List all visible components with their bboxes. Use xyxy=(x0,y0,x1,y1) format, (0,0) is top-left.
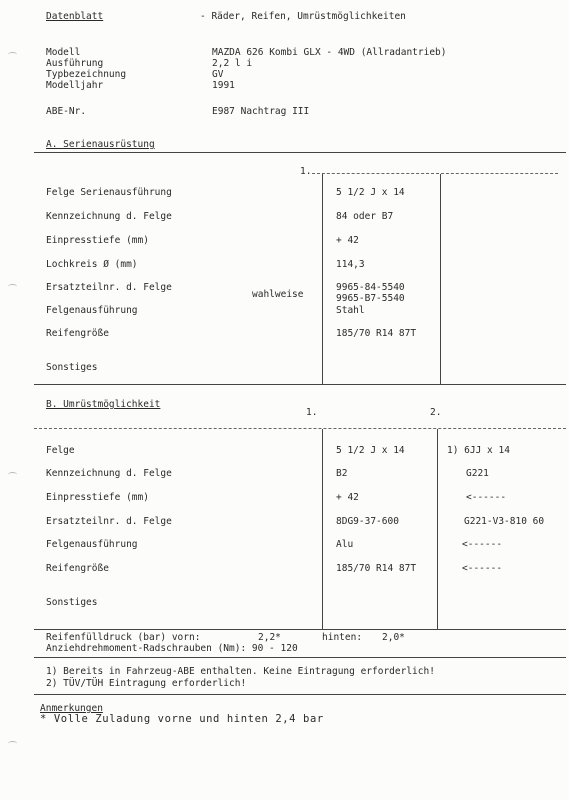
punch-mark xyxy=(8,741,17,746)
divider xyxy=(34,152,566,153)
divider xyxy=(34,694,566,695)
row-label: Reifengröße xyxy=(46,563,109,574)
row-value: Stahl xyxy=(336,305,365,316)
row-value: 9965-B7-5540 xyxy=(336,293,405,304)
tire-pressure-rear-label: hinten: xyxy=(322,632,363,643)
divider xyxy=(34,657,566,658)
section-b-title: B. Umrüstmöglichkeit xyxy=(46,399,161,410)
row-value: 185/70 R14 87T xyxy=(336,328,417,339)
meta-value: GV xyxy=(212,69,224,80)
divider xyxy=(34,629,566,630)
meta-label: Modelljahr xyxy=(46,80,104,91)
row-label: Einpresstiefe (mm) xyxy=(46,235,149,246)
column-header-line xyxy=(312,173,558,174)
section-b-col-1: 1. xyxy=(306,407,318,418)
tire-pressure-label: Reifenfülldruck (bar) vorn: xyxy=(46,632,201,643)
section-b-col-2: 2. xyxy=(430,407,442,418)
sonstiges-label: Sonstiges xyxy=(46,362,98,373)
row-value-1: Alu xyxy=(336,539,354,550)
column-divider xyxy=(322,429,323,629)
column-divider xyxy=(322,174,323,384)
abe-label: ABE-Nr. xyxy=(46,106,87,117)
same-as-arrow-icon: <------ xyxy=(466,492,507,503)
row-label: Kennzeichnung d. Felge xyxy=(46,468,172,479)
row-value-1: 5 1/2 J x 14 xyxy=(336,445,405,456)
sonstiges-label: Sonstiges xyxy=(46,597,98,608)
row-value: 9965-84-5540 xyxy=(336,282,405,293)
row-value-2: 1) 6JJ x 14 xyxy=(447,445,510,456)
wahlweise-note: wahlweise xyxy=(252,289,304,300)
punch-mark xyxy=(8,284,17,289)
meta-label: Modell xyxy=(46,47,81,58)
abe-value: E987 Nachtrag III xyxy=(212,106,310,117)
column-divider xyxy=(437,429,438,629)
meta-value: 2,2 l i xyxy=(212,58,253,69)
row-value: 84 oder B7 xyxy=(336,211,394,222)
tire-pressure-front: 2,2* xyxy=(258,632,281,643)
meta-label: Ausführung xyxy=(46,58,104,69)
row-label: Felge xyxy=(46,445,75,456)
row-value-1: 185/70 R14 87T xyxy=(336,563,417,574)
remarks-text: * Volle Zuladung vorne und hinten 2,4 bar xyxy=(40,713,324,725)
row-label: Felgenausführung xyxy=(46,539,138,550)
row-value: 114,3 xyxy=(336,259,365,270)
tire-pressure-rear: 2,0* xyxy=(382,632,405,643)
column-divider xyxy=(440,174,441,384)
torque-text: Anziehdrehmoment-Radschrauben (Nm): 90 - 120 xyxy=(46,643,298,654)
row-value: 5 1/2 J x 14 xyxy=(336,187,405,198)
meta-value: 1991 xyxy=(212,80,235,91)
row-label: Felgenausführung xyxy=(46,305,138,316)
row-value-2: G221-V3-810 60 xyxy=(464,516,545,527)
footnote: 2) TÜV/TÜH Eintragung erforderlich! xyxy=(46,678,247,689)
same-as-arrow-icon: <------ xyxy=(462,563,503,574)
section-a-col-1: 1. xyxy=(300,166,312,177)
punch-mark xyxy=(8,52,17,57)
header-title: Datenblatt xyxy=(46,11,104,22)
row-value-1: 8DG9-37-600 xyxy=(336,516,399,527)
meta-label: Typbezeichnung xyxy=(46,69,127,80)
row-value: + 42 xyxy=(336,235,359,246)
remarks-title: Anmerkungen xyxy=(40,703,103,714)
row-value-1: + 42 xyxy=(336,492,359,503)
row-label: Lochkreis Ø (mm) xyxy=(46,259,138,270)
meta-value: MAZDA 626 Kombi GLX - 4WD (Allradantrieb) xyxy=(212,47,447,58)
row-value-1: B2 xyxy=(336,468,348,479)
same-as-arrow-icon: <------ xyxy=(462,539,503,550)
row-value-2: G221 xyxy=(466,468,489,479)
footnote: 1) Bereits in Fahrzeug-ABE enthalten. Keine Eintragung erforderlich! xyxy=(46,666,435,677)
header-subtitle: - Räder, Reifen, Umrüstmöglichkeiten xyxy=(200,11,406,22)
row-label: Reifengröße xyxy=(46,328,109,339)
divider xyxy=(34,384,566,385)
row-label: Einpresstiefe (mm) xyxy=(46,492,149,503)
section-a-title: A. Serienausrüstung xyxy=(46,139,155,150)
row-label: Ersatzteilnr. d. Felge xyxy=(46,516,172,527)
row-label: Felge Serienausführung xyxy=(46,187,172,198)
column-header-line xyxy=(34,428,566,429)
punch-mark xyxy=(8,472,17,477)
row-label: Kennzeichnung d. Felge xyxy=(46,211,172,222)
row-label: Ersatzteilnr. d. Felge xyxy=(46,282,172,293)
